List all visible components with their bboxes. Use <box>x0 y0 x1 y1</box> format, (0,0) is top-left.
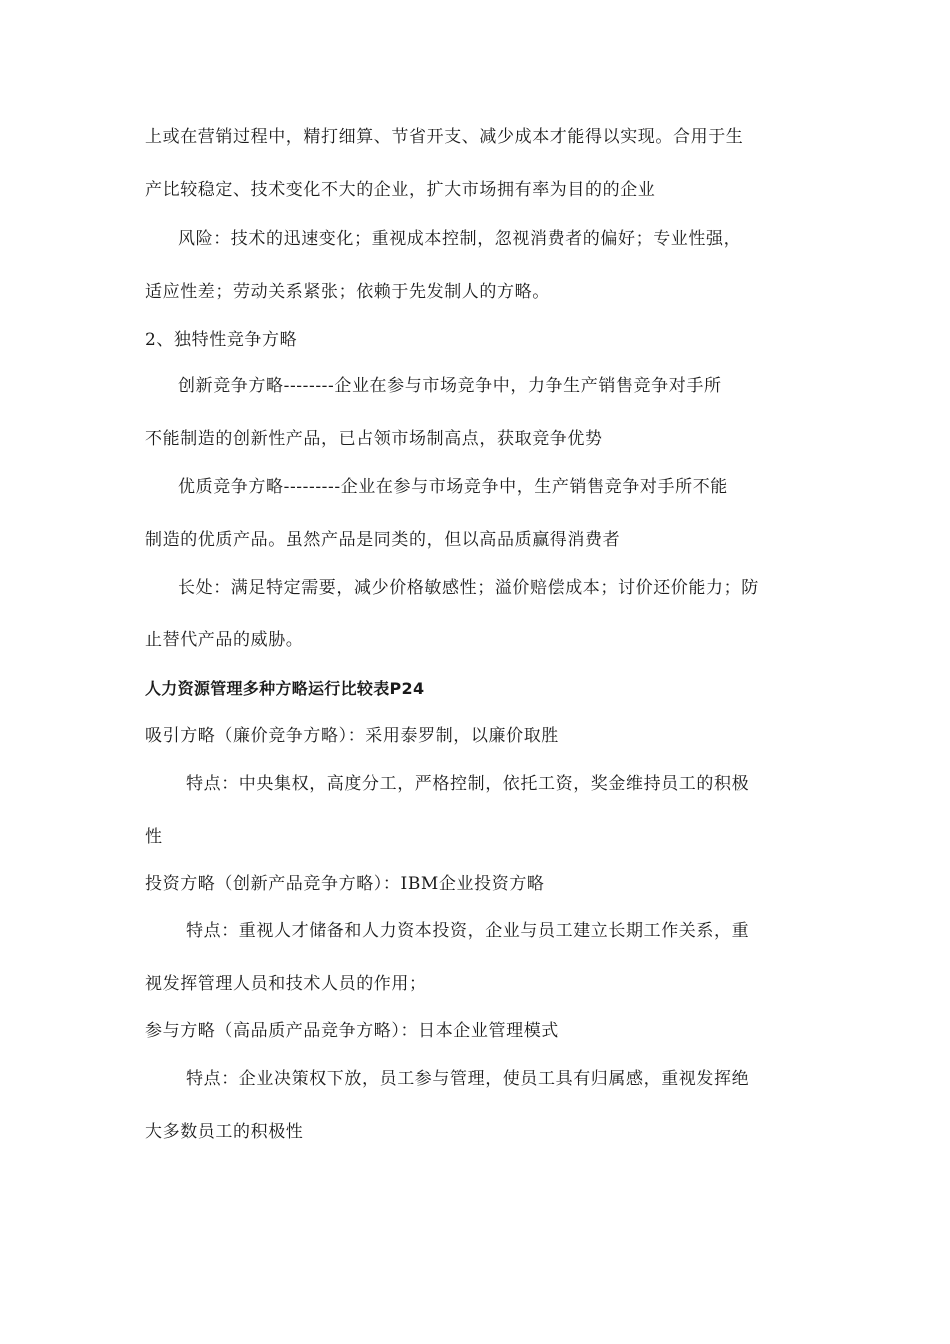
paragraph-line: 不能制造的创新性产品，已占领市场制高点，获取竞争优势 <box>145 429 603 449</box>
paragraph-line: 创新竞争方略--------企业在参与市场竞争中，力争生产销售竞争对手所 <box>178 376 722 396</box>
section-heading: 2、独特性竞争方略 <box>145 330 298 350</box>
paragraph-line: 吸引方略（廉价竞争方略）：采用泰罗制，以廉价取胜 <box>145 726 559 746</box>
paragraph-line: 优质竞争方略---------企业在参与市场竞争中，生产销售竞争对手所不能 <box>178 477 728 497</box>
paragraph-line: 风险：技术的迅速变化；重视成本控制，忽视消费者的偏好；专业性强， <box>178 229 742 249</box>
paragraph-line: 参与方略（高品质产品竞争方略）：日本企业管理模式 <box>145 1021 559 1041</box>
paragraph-line: 投资方略（创新产品竞争方略）：IBM企业投资方略 <box>145 874 545 894</box>
paragraph-line: 特点：中央集权，高度分工，严格控制，依托工资，奖金维持员工的积极 <box>186 774 750 794</box>
paragraph-line: 上或在营销过程中，精打细算、节省开支、减少成本才能得以实现。合用于生 <box>145 127 744 147</box>
paragraph-line: 特点：企业决策权下放，员工参与管理，使员工具有归属感，重视发挥绝 <box>186 1069 750 1089</box>
bold-heading: 人力资源管理多种方略运行比较表P24 <box>145 679 425 698</box>
paragraph-line: 大多数员工的积极性 <box>145 1122 304 1142</box>
paragraph-line: 止替代产品的威胁。 <box>145 630 304 650</box>
paragraph-line: 特点：重视人才储备和人力资本投资，企业与员工建立长期工作关系，重 <box>186 921 750 941</box>
paragraph-line: 适应性差；劳动关系紧张；依赖于先发制人的方略。 <box>145 282 550 302</box>
paragraph-line: 产比较稳定、技术变化不大的企业，扩大市场拥有率为目的的企业 <box>145 180 656 200</box>
paragraph-line: 长处：满足特定需要，减少价格敏感性；溢价赔偿成本；讨价还价能力；防 <box>178 578 759 598</box>
paragraph-line: 性 <box>145 827 163 847</box>
paragraph-line: 制造的优质产品。虽然产品是同类的，但以高品质赢得消费者 <box>145 530 621 550</box>
paragraph-line: 视发挥管理人员和技术人员的作用； <box>145 974 427 994</box>
